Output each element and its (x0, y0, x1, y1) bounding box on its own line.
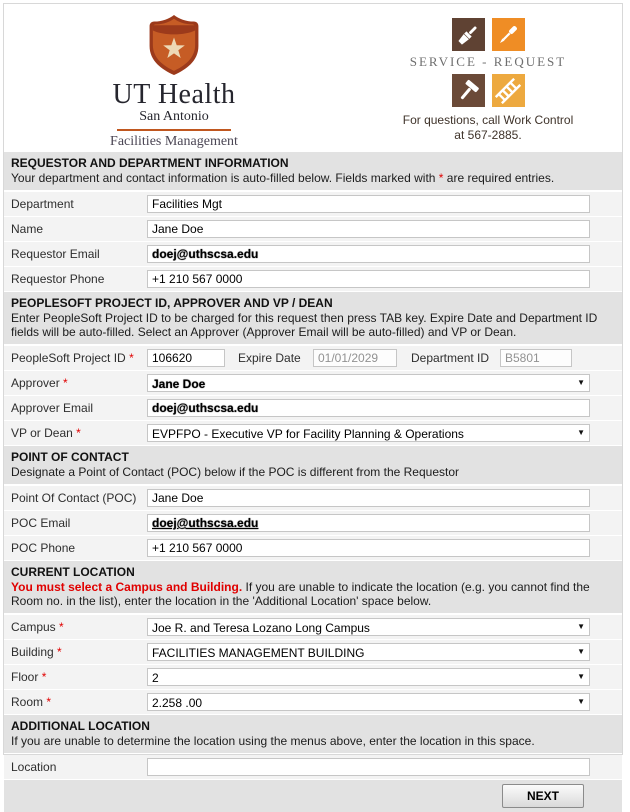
section-additional-title: ADDITIONAL LOCATION (11, 719, 150, 733)
dropdown-arrow-icon: ▼ (577, 428, 585, 437)
screwdriver-icon (492, 18, 525, 51)
ladder-icon (492, 74, 525, 107)
section-peoplesoft-header (4, 292, 622, 344)
vp-dean-label: VP or Dean * (11, 426, 81, 440)
work-control-note-line1: For questions, call Work Control (402, 113, 574, 127)
field-row-project-id (4, 346, 622, 370)
shield-logo-icon (145, 63, 203, 80)
approver-select[interactable] (147, 374, 590, 392)
name-input[interactable] (147, 220, 590, 238)
dropdown-arrow-icon: ▼ (577, 622, 585, 631)
approver-selected-value: Jane Doe (152, 377, 206, 391)
field-row-building (4, 640, 622, 664)
location-label: Location (11, 760, 57, 774)
vp-dean-selected-value: EVPFPO - Executive VP for Facility Planning & Operations (152, 427, 464, 441)
service-request-banner (370, 4, 606, 143)
location-input[interactable] (147, 758, 590, 776)
name-label: Name (11, 222, 44, 236)
field-row-poc-email (4, 511, 622, 535)
room-label: Room * (11, 695, 52, 709)
section-requestor-header (4, 152, 622, 190)
poc-email-label: POC Email (11, 516, 71, 530)
field-row-approver (4, 371, 622, 395)
field-row-requestor-email (4, 242, 622, 266)
dropdown-arrow-icon: ▼ (577, 378, 585, 387)
department-label: Department (11, 197, 74, 211)
section-poc-desc: Designate a Point of Contact (POC) below if the POC is different from the Requestor (11, 465, 459, 479)
logo-divider (117, 129, 231, 131)
field-row-floor (4, 665, 622, 689)
section-additional-desc: If you are unable to determine the location using the menus above, enter the location in this space. (11, 734, 535, 748)
poc-input[interactable] (147, 489, 590, 507)
paintbrush-icon (452, 18, 485, 51)
requestor-email-label: Requestor Email (11, 247, 100, 261)
field-row-room (4, 690, 622, 714)
expire-date-input (313, 349, 397, 367)
section-poc-header (4, 446, 622, 484)
dropdown-arrow-icon: ▼ (577, 647, 585, 656)
section-peoplesoft-desc: Enter PeopleSoft Project ID to be charged for this request then press TAB key. Expire Date and Department ID fields will be auto-filled. Select an Approver (Approver Email will be auto-filled) and VP or Dean. (11, 311, 598, 339)
floor-select[interactable] (147, 668, 590, 686)
approver-email-input[interactable] (147, 399, 590, 417)
service-request-label: SERVICE - REQUEST (409, 54, 567, 69)
department-id-input (500, 349, 572, 367)
building-selected-value: FACILITIES MANAGEMENT BUILDING (152, 646, 365, 660)
section-location-desc: You must select a Campus and Building. If you are unable to indicate the location (e.g. you cannot find the Room no. in the list), enter the location in the 'Additional Location' space below. (11, 580, 590, 608)
building-select[interactable] (147, 643, 590, 661)
location-warning: You must select a Campus and Building. (11, 580, 243, 594)
required-asterisk: * (438, 171, 444, 185)
required-asterisk: * (41, 670, 47, 684)
field-row-location (4, 755, 622, 779)
campus-select[interactable] (147, 618, 590, 636)
project-id-input[interactable] (147, 349, 225, 367)
building-label: Building * (11, 645, 62, 659)
requestor-email-input[interactable] (147, 245, 590, 263)
required-asterisk: * (129, 351, 134, 365)
section-additional-header (4, 715, 622, 753)
department-input[interactable] (147, 195, 590, 213)
field-row-requestor-phone (4, 267, 622, 291)
section-requestor-desc: Your department and contact information is auto-filled below. Fields marked with * are required entries. (11, 171, 555, 185)
logo-department: Facilities Management (110, 134, 238, 149)
section-peoplesoft-title: PEOPLESOFT PROJECT ID, APPROVER AND VP / DEAN (11, 296, 333, 310)
field-row-approver-email (4, 396, 622, 420)
dropdown-arrow-icon: ▼ (577, 697, 585, 706)
section-poc-title: POINT OF CONTACT (11, 450, 129, 464)
form-footer (4, 780, 622, 812)
section-location-header (4, 561, 622, 613)
work-control-note-line2: at 567-2885. (454, 128, 522, 142)
field-row-campus (4, 615, 622, 639)
poc-phone-input[interactable] (147, 539, 590, 557)
poc-label: Point Of Contact (POC) (11, 491, 137, 505)
logo-subtitle: San Antonio (139, 109, 209, 124)
field-row-name (4, 217, 622, 241)
requestor-phone-input[interactable] (147, 270, 590, 288)
field-row-poc (4, 486, 622, 510)
required-asterisk: * (76, 426, 81, 440)
campus-selected-value: Joe R. and Teresa Lozano Long Campus (152, 621, 370, 635)
next-button[interactable]: NEXT (502, 784, 584, 808)
required-asterisk: * (63, 376, 68, 390)
approver-label: Approver * (11, 376, 68, 390)
vp-dean-select[interactable] (147, 424, 590, 442)
field-row-vp-dean (4, 421, 622, 445)
logo-title: UT Health (112, 79, 236, 110)
poc-phone-label: POC Phone (11, 541, 76, 555)
floor-label: Floor * (11, 670, 47, 684)
page-header (4, 4, 622, 152)
project-id-label: PeopleSoft Project ID * (11, 351, 134, 365)
field-row-poc-phone (4, 536, 622, 560)
department-id-label: Department ID (411, 351, 490, 365)
work-control-note (370, 113, 606, 143)
floor-selected-value: 2 (152, 671, 159, 685)
section-requestor-title: REQUESTOR AND DEPARTMENT INFORMATION (11, 156, 289, 170)
dropdown-arrow-icon: ▼ (577, 672, 585, 681)
ut-health-logo (94, 4, 254, 150)
campus-label: Campus * (11, 620, 64, 634)
expire-date-label: Expire Date (238, 351, 301, 365)
poc-email-input[interactable] (147, 514, 590, 532)
requestor-phone-label: Requestor Phone (11, 272, 105, 286)
approver-email-label: Approver Email (11, 401, 94, 415)
field-row-department (4, 192, 622, 216)
room-selected-value: 2.258 .00 (152, 696, 203, 710)
required-asterisk: * (59, 620, 64, 634)
section-location-title: CURRENT LOCATION (11, 565, 135, 579)
required-asterisk: * (46, 695, 52, 709)
service-request-form (3, 3, 623, 803)
required-asterisk: * (57, 645, 62, 659)
room-select[interactable] (147, 693, 590, 711)
hammer-icon (452, 74, 485, 107)
